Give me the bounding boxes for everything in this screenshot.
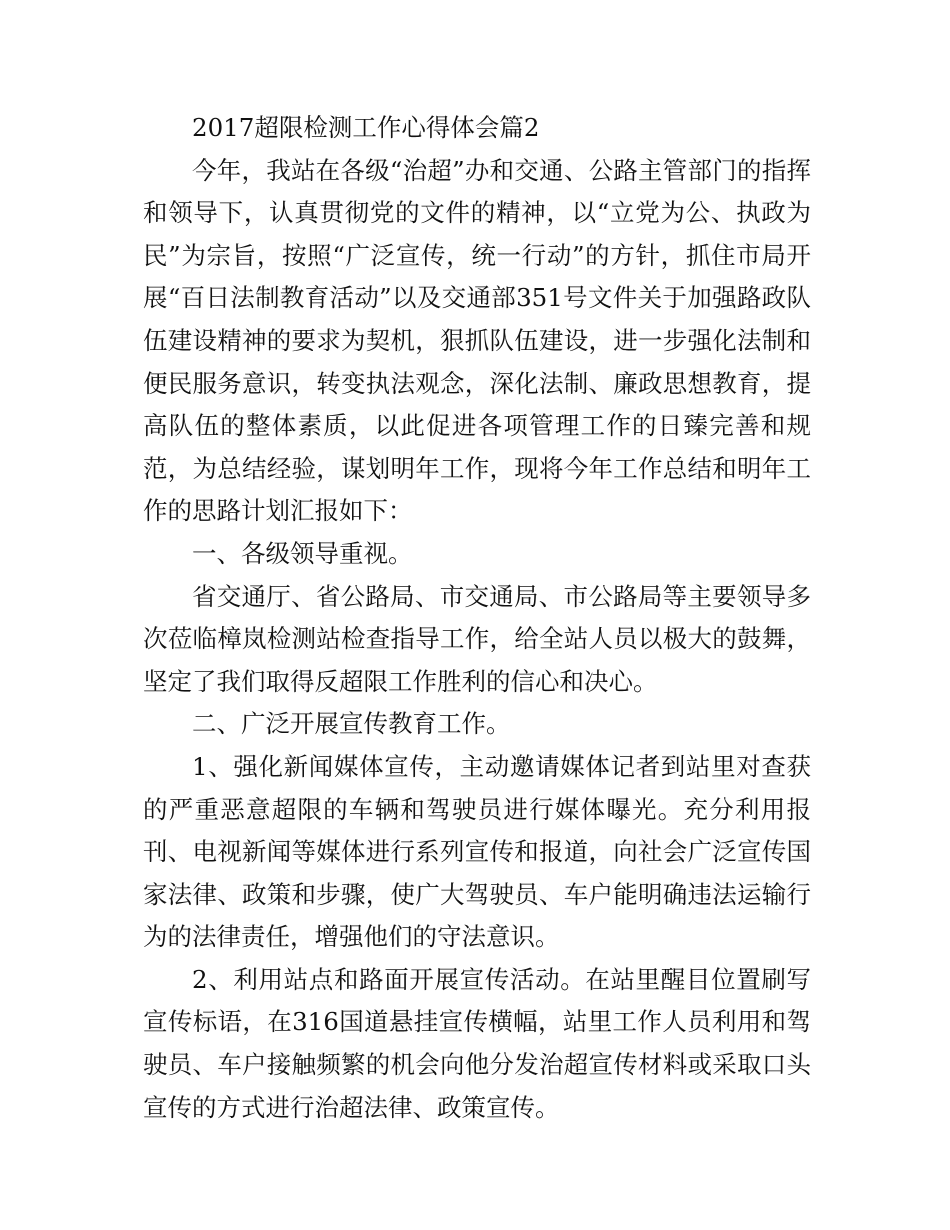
paragraph-station-publicity: 2、利用站点和路面开展宣传活动。在站里醒目位置刷写宣传标语，在316国道悬挂宣传横幅，站里工作人员利用和驾驶员、车户接触频繁的机会向他分发治超宣传材料或采取口头宣传的方式进行治超法律、政策宣传。 [143, 964, 811, 1122]
document-body [143, 107, 811, 1129]
section-heading-2: 二、广泛开展宣传教育工作。 [192, 709, 511, 739]
document-title: 2017超限检测工作心得体会篇2 [192, 113, 540, 142]
section-heading-1: 一、各级领导重视。 [192, 538, 413, 568]
paragraph-leadership: 省交通厅、省公路局、市交通局、市公路局等主要领导多次莅临樟岚检测站检查指导工作，给全站人员以极大的鼓舞，坚定了我们取得反超限工作胜利的信心和决心。 [143, 581, 811, 696]
paragraph-intro: 今年，我站在各级“治超”办和交通、公路主管部门的指挥和领导下，认真贯彻党的文件的精神，以“立党为公、执政为民”为宗旨，按照“广泛宣传，统一行动”的方针，抓住市局开展“百日法制教育活动”以及交通部351号文件关于加强路政队伍建设精神的要求为契机，狠抓队伍建设，进一步强化法制和便民服务意识，转变执法观念，深化法制、廉政思想教育，提高队伍的整体素质，以此促进各项管理工作的日臻完善和规范，为总结经验，谋划明年工作，现将今年工作总结和明年工作的思路计划汇报如下： [143, 155, 811, 526]
paragraph-media-publicity: 1、强化新闻媒体宣传，主动邀请媒体记者到站里对查获的严重恶意超限的车辆和驾驶员进行媒体曝光。充分利用报刊、电视新闻等媒体进行系列宣传和报道，向社会广泛宣传国家法律、政策和步骤，使广大驾驶员、车户能明确违法运输行为的法律责任，增强他们的守法意识。 [143, 751, 811, 952]
